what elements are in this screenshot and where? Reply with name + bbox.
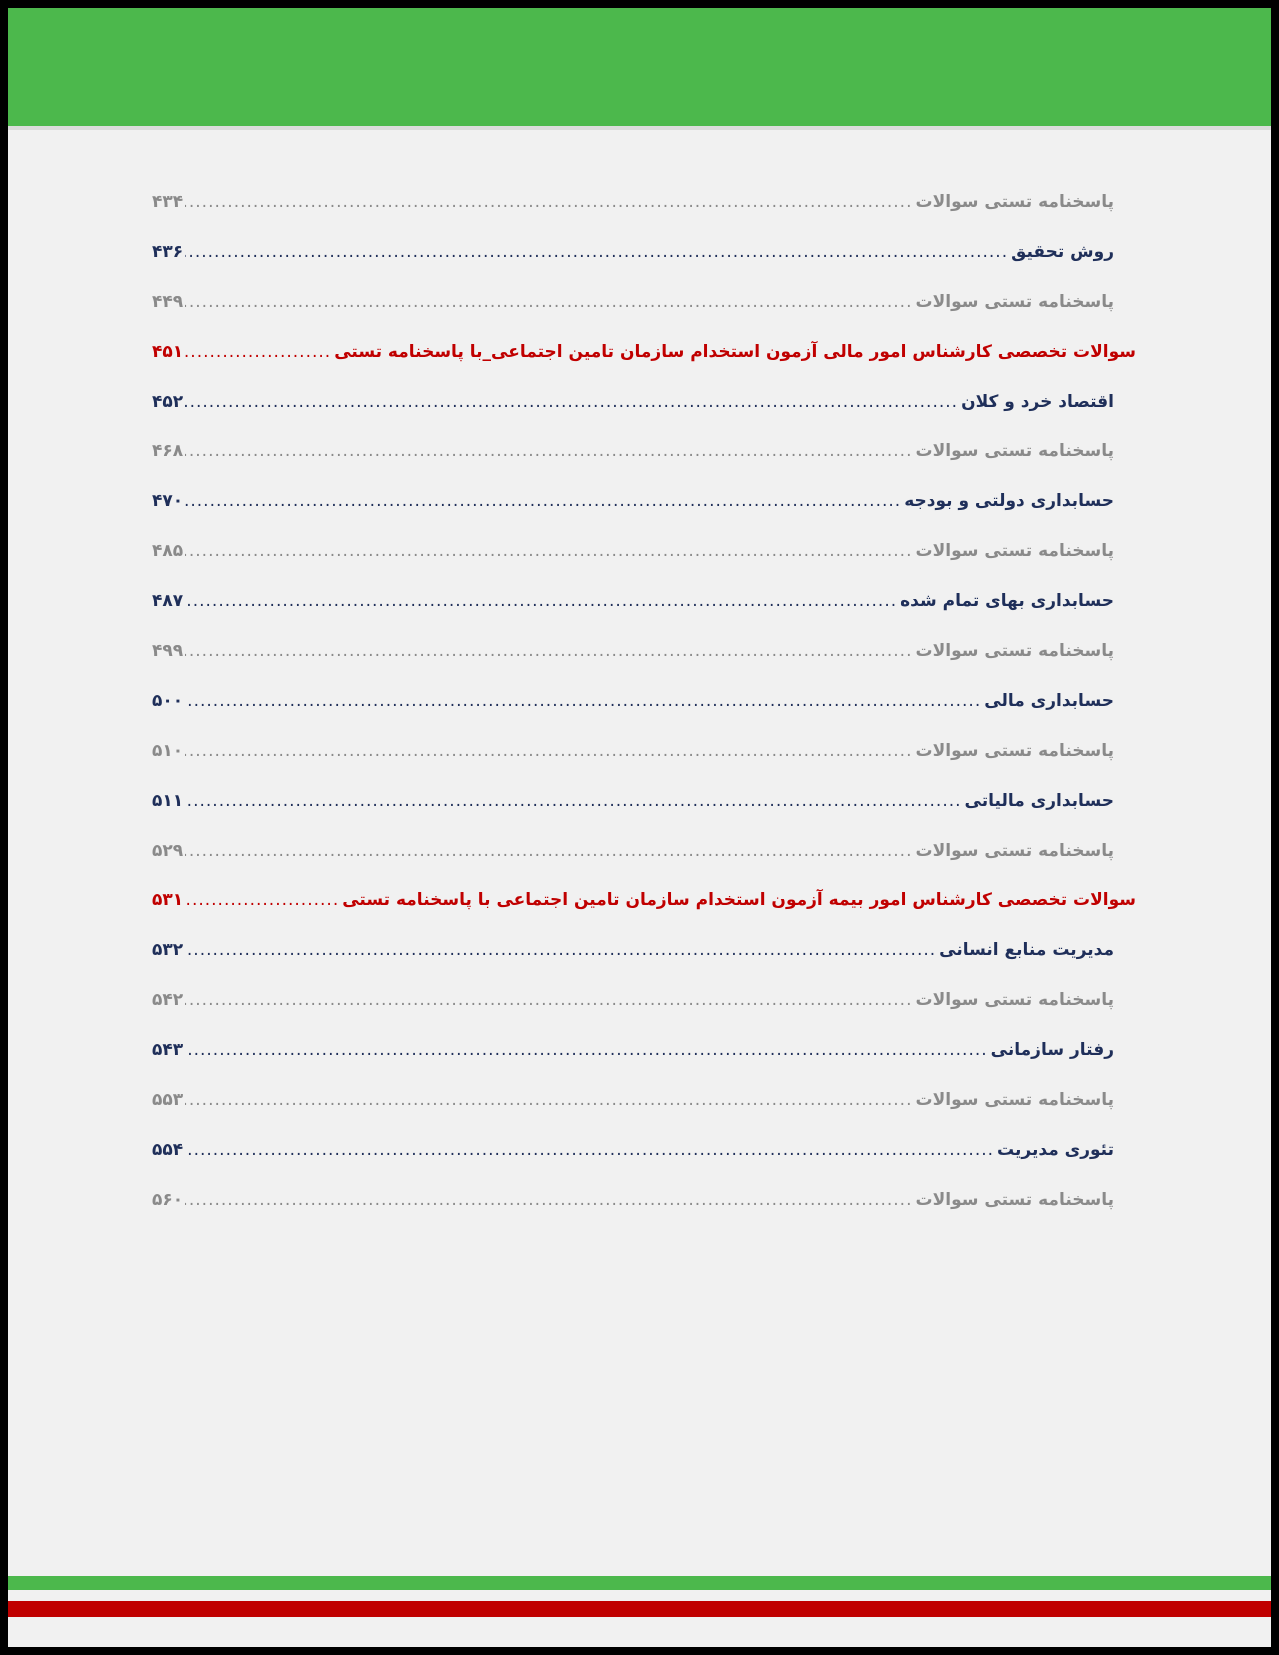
toc-entry-page: ۵۴۲ [152,990,184,1011]
footer-green-stripe [8,1576,1271,1590]
dot-leader [185,1126,994,1176]
toc-entry[interactable] [152,1026,1114,1076]
toc-entry-title: پاسخنامه تستی سوالات [915,1090,1114,1111]
dot-leader [185,427,912,477]
toc-entry[interactable] [152,228,1114,278]
header-band [8,8,1271,130]
dot-leader [185,926,936,976]
toc-entry[interactable] [152,1126,1114,1176]
toc-entry-page: ۵۰۰ [152,690,184,711]
toc-entry-page: ۴۳۴ [152,192,184,212]
toc-entry[interactable] [152,1076,1114,1126]
dot-leader [185,477,901,527]
toc-entry-page: ۴۵۱ [152,341,184,362]
toc-entry-page: ۵۵۴ [152,1139,184,1160]
toc-entry[interactable] [152,477,1114,527]
dot-leader [185,228,1008,278]
toc-entry-title: اقتصاد خرد و کلان [961,391,1114,412]
toc-entry-title: حسابداری مالیاتی [964,790,1114,811]
dot-leader [185,827,912,877]
toc-entry[interactable] [152,328,1136,378]
toc-entry-title: پاسخنامه تستی سوالات [915,541,1114,562]
toc-entry-title: پاسخنامه تستی سوالات [915,441,1114,462]
toc-entry[interactable] [152,727,1114,777]
toc-entry-page: ۴۶۸ [152,441,184,462]
toc-entry[interactable] [152,577,1114,627]
toc-entry[interactable] [152,976,1114,1026]
toc-entry-title: روش تحقیق [1011,241,1114,262]
toc-entry-title: پاسخنامه تستی سوالات [915,641,1114,662]
toc-entry-title: پاسخنامه تستی سوالات [915,740,1114,761]
toc-entry-title: حسابداری دولتی و بودجه [904,491,1114,512]
toc-entry-page: ۴۴۹ [152,291,184,312]
toc-entry-title: حسابداری بهای تمام شده [900,591,1114,612]
toc-entry[interactable] [152,527,1114,577]
dot-leader [185,1076,912,1126]
toc-entry-title: پاسخنامه تستی سوالات [915,1189,1114,1210]
dot-leader [185,178,912,228]
toc-entry[interactable] [152,876,1136,926]
toc-entry-page: ۴۳۶ [152,241,184,262]
toc-entry-title: پاسخنامه تستی سوالات [915,990,1114,1011]
dot-leader [185,627,912,677]
dot-leader [185,876,339,926]
toc-entry-title: رفتار سازمانی [990,1040,1114,1061]
toc-entry[interactable] [152,278,1114,328]
document-page [8,8,1271,1647]
dot-leader [185,777,961,827]
toc-entry[interactable] [152,777,1114,827]
dot-leader [185,378,958,428]
toc-entry-title: پاسخنامه تستی سوالات [915,192,1114,212]
toc-entry-page: ۵۵۳ [152,1090,184,1111]
dot-leader [185,328,331,378]
dot-leader [185,727,912,777]
toc-entry-title: پاسخنامه تستی سوالات [915,840,1114,861]
toc-entry[interactable] [152,926,1114,976]
toc-entry-title: سوالات تخصصی کارشناس امور مالی آزمون استخدام سازمان تامین اجتماعی_با پاسخنامه تستی [334,341,1136,362]
toc-entry-title: تئوری مدیریت [997,1139,1114,1160]
toc-entry-page: ۵۲۹ [152,840,184,861]
toc-entry-title: حسابداری مالی [984,690,1114,711]
footer-red-stripe [8,1601,1271,1617]
toc-entry-page: ۵۶۰ [152,1189,184,1210]
toc-entry[interactable] [152,378,1114,428]
toc-entry-page: ۴۸۵ [152,541,184,562]
dot-leader [185,577,897,627]
dot-leader [185,677,981,727]
dot-leader [185,527,912,577]
toc-entry[interactable] [152,178,1114,228]
dot-leader [185,278,912,328]
toc-entry[interactable] [152,427,1114,477]
dot-leader [185,976,912,1026]
toc-entry-page: ۴۵۲ [152,391,184,412]
dot-leader [185,1176,912,1226]
toc-entry-page: ۵۱۱ [152,790,184,811]
toc-entry-page: ۵۴۳ [152,1040,184,1061]
toc-entry-title: سوالات تخصصی کارشناس امور بیمه آزمون استخدام سازمان تامین اجتماعی با پاسخنامه تستی [342,890,1136,911]
toc-entry-page: ۵۳۲ [152,940,184,961]
toc-entry[interactable] [152,1176,1114,1226]
table-of-contents [152,178,1136,1226]
toc-entry[interactable] [152,827,1114,877]
toc-entry[interactable] [152,627,1114,677]
toc-entry-title: پاسخنامه تستی سوالات [915,291,1114,312]
dot-leader [185,1026,988,1076]
toc-entry[interactable] [152,677,1114,727]
toc-entry-page: ۴۹۹ [152,641,184,662]
toc-entry-page: ۴۸۷ [152,591,184,612]
toc-entry-page: ۴۷۰ [152,491,184,512]
toc-entry-title: مدیریت منابع انسانی [939,940,1114,961]
toc-entry-page: ۵۱۰ [152,740,184,761]
toc-entry-page: ۵۳۱ [152,890,184,911]
